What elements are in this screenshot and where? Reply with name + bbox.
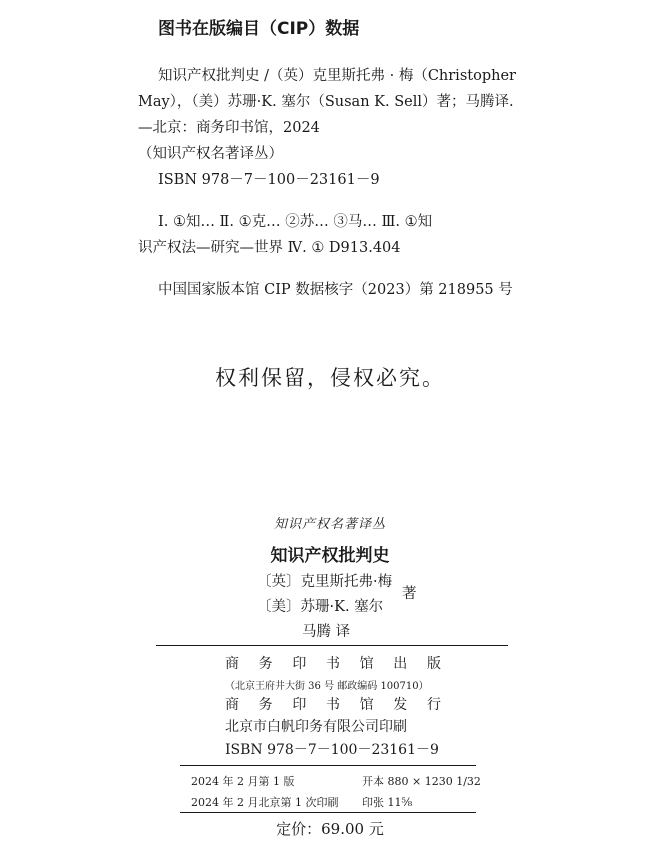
publisher-char: 出: [393, 656, 408, 672]
cip-isbn: ISBN 978－7－100－23161－9: [158, 172, 380, 188]
printing: 2024 年 2 月北京第 1 次印刷: [191, 796, 339, 809]
publisher-char: 版: [426, 656, 441, 672]
printer: 北京市白帆印务有限公司印刷: [225, 719, 407, 735]
distributor-char: 务: [258, 697, 273, 713]
distributor-char: 书: [325, 697, 340, 713]
distributor-char: 印: [292, 697, 307, 713]
price: 定价：69.00 元: [276, 820, 384, 838]
distributor-char: 馆: [359, 697, 374, 713]
distributor-line: [225, 694, 441, 714]
format: 开本 880 × 1230 1/32: [362, 775, 481, 788]
publisher-char: 书: [325, 656, 340, 672]
translator: 马腾 译: [302, 624, 351, 640]
publisher-address: （北京王府井大街 36 号 邮政编码 100710）: [225, 681, 429, 692]
edition: 2024 年 2 月第 1 版: [191, 775, 295, 788]
author-1: 〔英〕克里斯托弗·梅: [257, 574, 393, 590]
imprint-isbn: ISBN 978－7－100－23161－9: [225, 742, 439, 758]
distributor-char: 发: [393, 697, 408, 713]
middle-rule: [180, 765, 476, 766]
distributor-char: 商: [225, 697, 239, 713]
distributor-char: 行: [426, 697, 441, 713]
book-title: 知识产权批判史: [270, 546, 390, 566]
rights-reserved-notice: 权利保留，侵权必究。: [215, 366, 445, 390]
cip-classification-1: Ⅰ. ①知… Ⅱ. ①克… ②苏… ③马… Ⅲ. ①知: [158, 214, 433, 230]
cip-heading: 图书在版编目（CIP）数据: [158, 19, 360, 39]
cip-line-4: （知识产权名著译丛）: [138, 146, 283, 162]
cip-line-2: May），（美）苏珊·K. 塞尔（Susan K. Sell）著；马腾译.: [138, 94, 514, 110]
author-role: 著: [402, 586, 417, 602]
printed-sheets: 印张 11⅝: [362, 796, 413, 809]
author-2: 〔美〕苏珊·K. 塞尔: [257, 599, 384, 615]
publisher-char: 印: [292, 656, 307, 672]
cip-verification-number: 中国国家版本馆 CIP 数据核字（2023）第 218955 号: [158, 282, 513, 298]
series-name: 知识产权名著译丛: [273, 517, 386, 532]
publisher-char: 商: [225, 656, 239, 672]
cip-line-3: —北京：商务印书馆，2024: [138, 120, 320, 136]
bottom-rule: [180, 812, 476, 813]
cip-classification-2: 识产权法—研究—世界 Ⅳ. ① D913.404: [138, 240, 401, 256]
top-rule: [156, 645, 508, 646]
publisher-char: 务: [258, 656, 273, 672]
cip-line-1: 知识产权批判史 /（英）克里斯托弗 · 梅（Christopher: [158, 68, 516, 84]
publisher-char: 馆: [359, 656, 374, 672]
publisher-line: [225, 653, 441, 673]
